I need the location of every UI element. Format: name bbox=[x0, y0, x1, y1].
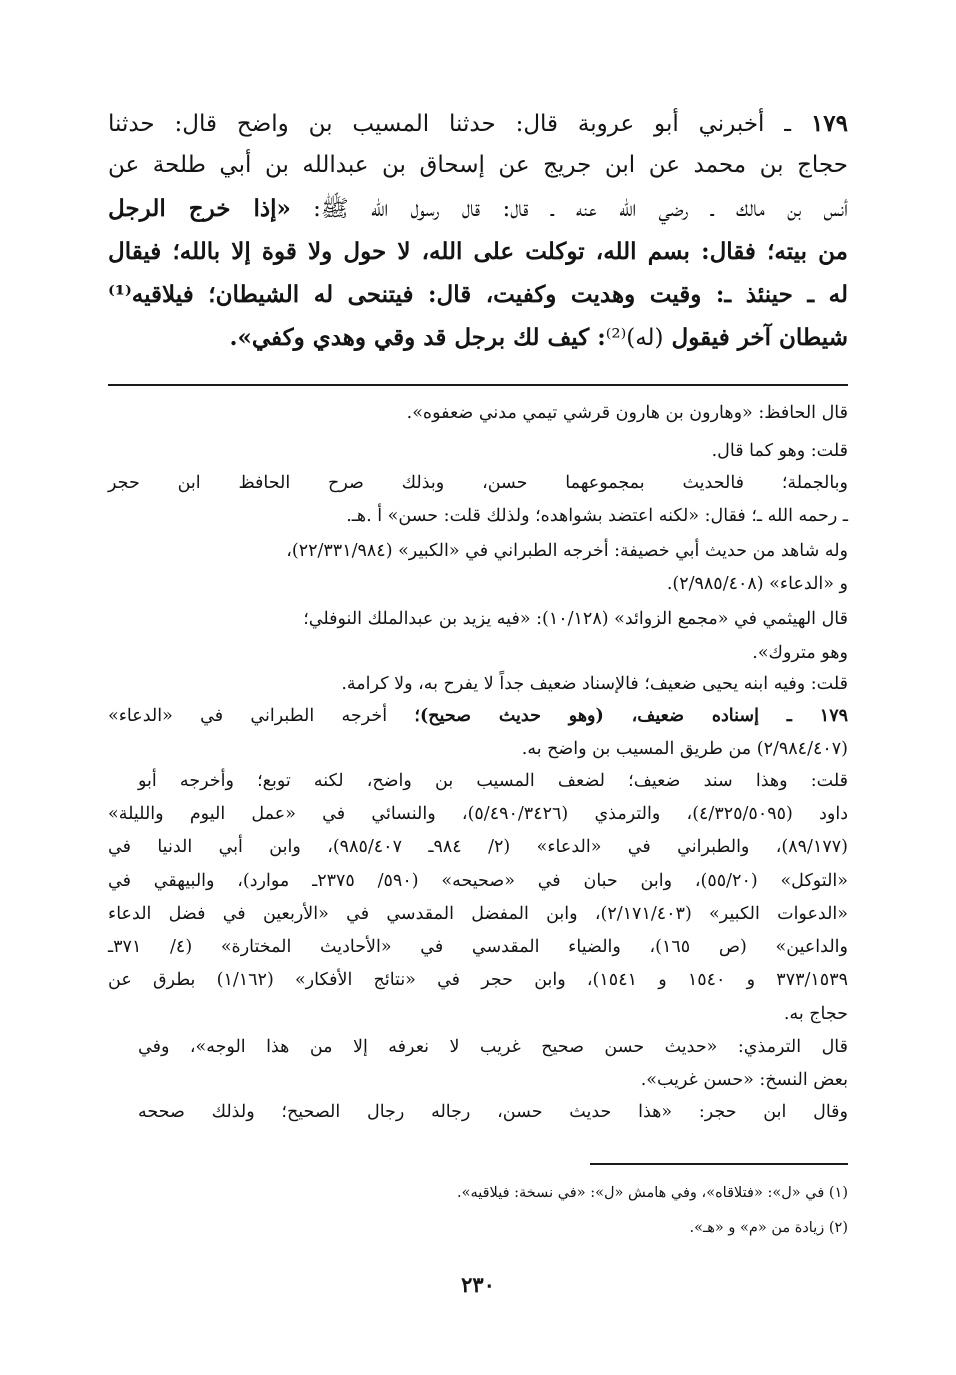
comm-line-2: قلت: وهو كما قال. bbox=[711, 441, 848, 461]
comm-line-5: وله شاهد من حديث أبي خصيفة: أخرجه الطبراني في «الكبير» (٢٢/٣٣١/٩٨٤)، bbox=[286, 541, 848, 561]
main-line-4: من بيته؛ فقال: بسم الله، توكلت على الله، لا حول ولا قوة إلا بالله؛ فيقال bbox=[108, 238, 848, 265]
comm-line-18: ٣٧٣/١٥٣٩ و ١٥٤٠ و ١٥٤١)، وابن حجر في «نتائج الأفكار» (١/١٦٢) بطرق عن bbox=[108, 970, 848, 990]
comm-line-19: حجاج به. bbox=[783, 1004, 848, 1024]
main-line-1: ١٧٩ ـ أخبرني أبو عروبة قال: حدثنا المسيب بن واضح قال: حدثنا bbox=[108, 110, 848, 137]
comm-line-13: داود (٤/٣٢٥/٥٠٩٥)، والترمذي (٥/٤٩٠/٣٤٢٦)، والنسائي في «عمل اليوم والليلة» bbox=[108, 804, 848, 824]
comm-line-17: والداعين» (ص ١٦٥)، والضياء المقدسي في «الأحاديث المختارة» (٤/ ٣٧١ـ bbox=[108, 937, 848, 957]
comm-line-8: وهو متروك». bbox=[752, 643, 848, 663]
comm-line-15: «التوكل» (٥٥/٢٠)، وابن حبان في «صحيحه» (٥٩٠/ ٢٣٧٥ـ موارد)، والبيهقي في bbox=[108, 871, 848, 891]
comm-line-11: (٢/٩٨٤/٤٠٧) من طريق المسيب بن واضح به. bbox=[521, 739, 848, 759]
main-line-5: له ـ حينئذ ـ: وقيت وهديت وكفيت، قال: فيتنحى له الشيطان؛ فيلاقيه⁽¹⁾ bbox=[108, 281, 848, 308]
page-number: ٢٣٠ bbox=[461, 1272, 495, 1297]
comm-line-4: ـ رحمه الله ـ؛ فقال: «لكنه اعتضد بشواهده؛ ولذلك قلت: حسن» أ .هـ. bbox=[346, 506, 848, 526]
main-line-3: أنس بن مالك ـ رضي الله عنه ـ قال: قال رسول الله ﷺ: «إذا خرج الرجل bbox=[108, 195, 848, 222]
comm-line-14: (٨٩/١٧٧)، والطبراني في «الدعاء» (٢/ ٩٨٤ـ ٩٨٥/٤٠٧)، وابن أبي الدنيا في bbox=[108, 837, 848, 857]
comm-line-1: قال الحافظ: «وهارون بن هارون قرشي تيمي مدني ضعفوه». bbox=[406, 403, 848, 423]
footnote-1: (١) في «ل»: «فتلاقاه»، وفي هامش «ل»: «في نسخة: فيلاقيه». bbox=[456, 1185, 848, 1201]
separator-rule bbox=[108, 384, 848, 386]
comm-line-9: قلت: وفيه ابنه يحيى ضعيف؛ فالإسناد ضعيف جداً لا يفرح به، ولا كرامة. bbox=[341, 674, 848, 694]
comm-line-22: وقال ابن حجر: «هذا حديث حسن، رجاله رجال الصحيح؛ ولذلك صححه bbox=[138, 1102, 848, 1122]
footnote-rule bbox=[590, 1163, 848, 1165]
comm-line-20: قال الترمذي: «حديث حسن صحيح غريب لا نعرفه إلا من هذا الوجه»، وفي bbox=[138, 1037, 848, 1057]
main-line-2: حجاج بن محمد عن ابن جريج عن إسحاق بن عبدالله بن أبي طلحة عن bbox=[108, 152, 848, 178]
comm-line-12: قلت: وهذا سند ضعيف؛ لضعف المسيب بن واضح، لكنه توبع؛ وأخرجه أبو bbox=[138, 771, 848, 791]
comm-line-3: وبالجملة؛ فالحديث بمجموعهما حسن، وبذلك صرح الحافظ ابن حجر bbox=[108, 473, 848, 493]
footnote-2: (٢) زيادة من «م» و «هـ». bbox=[689, 1220, 848, 1236]
comm-line-16: «الدعوات الكبير» (٢/١٧١/٤٠٣)، وابن المفضل المقدسي في «الأربعين في فضل الدعاء bbox=[108, 904, 848, 924]
hadith-number: ١٧٩ bbox=[810, 110, 848, 137]
comm-line-6: و «الدعاء» (٢/٩٨٥/٤٠٨). bbox=[666, 574, 848, 594]
comm-line-7: قال الهيثمي في «مجمع الزوائد» (١٠/١٢٨): «فيه يزيد بن عبدالملك النوفلي؛ bbox=[303, 609, 848, 629]
comm-line-21: بعض النسخ: «حسن غريب». bbox=[640, 1070, 848, 1090]
comm-line-10: ١٧٩ ـ إسناده ضعيف، (وهو حديث صحيح)؛ أخرجه الطبراني في «الدعاء» bbox=[108, 706, 848, 726]
main-line-6: شيطان آخر فيقول (له)⁽²⁾: كيف لك برجل قد وقي وهدي وكفي». bbox=[229, 324, 848, 351]
